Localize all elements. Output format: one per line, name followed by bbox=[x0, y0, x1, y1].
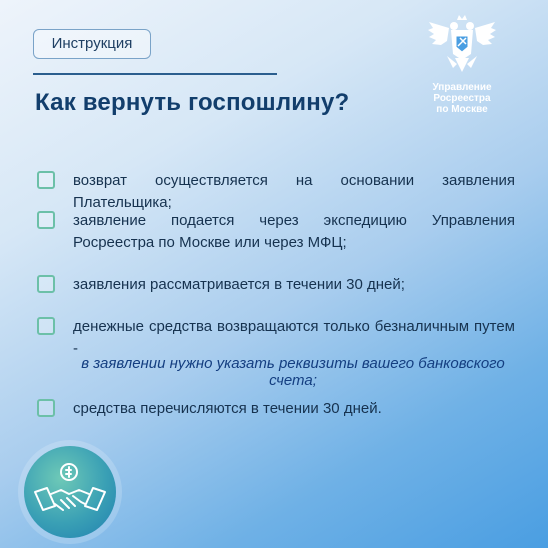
bank-details-note: в заявлении нужно указать реквизиты вашего банковского счета; bbox=[81, 355, 505, 389]
list-item bbox=[37, 316, 515, 360]
list-item bbox=[37, 170, 515, 214]
eagle-emblem-icon bbox=[427, 14, 497, 76]
logo-line-2: по Москве bbox=[436, 104, 488, 115]
list-item-text: заявление подается через экспедицию Управления Росреестра по Москве или через МФЦ; bbox=[73, 212, 515, 251]
instruction-badge: Инструкция bbox=[33, 29, 151, 59]
rosreestr-logo bbox=[414, 14, 510, 115]
list-item-text: средства перечисляются в течении 30 дней. bbox=[73, 400, 382, 417]
checkbox-icon bbox=[37, 317, 55, 335]
list-item bbox=[37, 398, 515, 420]
list-item bbox=[37, 210, 515, 254]
checkbox-icon bbox=[37, 211, 55, 229]
logo-caption bbox=[414, 82, 510, 115]
checkbox-icon bbox=[37, 275, 55, 293]
list-item-text: денежные средства возвращаются только безналичным путем - bbox=[73, 318, 515, 357]
list-item bbox=[37, 274, 515, 296]
list-item-text: заявления рассматривается в течении 30 дней; bbox=[73, 276, 405, 293]
page-title: Как вернуть госпошлину? bbox=[35, 89, 350, 116]
handshake-coin-icon bbox=[33, 460, 107, 524]
logo-line-1: Управление Росреестра bbox=[432, 82, 492, 104]
checkbox-icon bbox=[37, 171, 55, 189]
corner-emblem bbox=[24, 446, 116, 538]
header-divider bbox=[33, 73, 277, 75]
checkbox-icon bbox=[37, 399, 55, 417]
list-item-text: возврат осуществляется на основании заявления Плательщика; bbox=[73, 172, 515, 211]
